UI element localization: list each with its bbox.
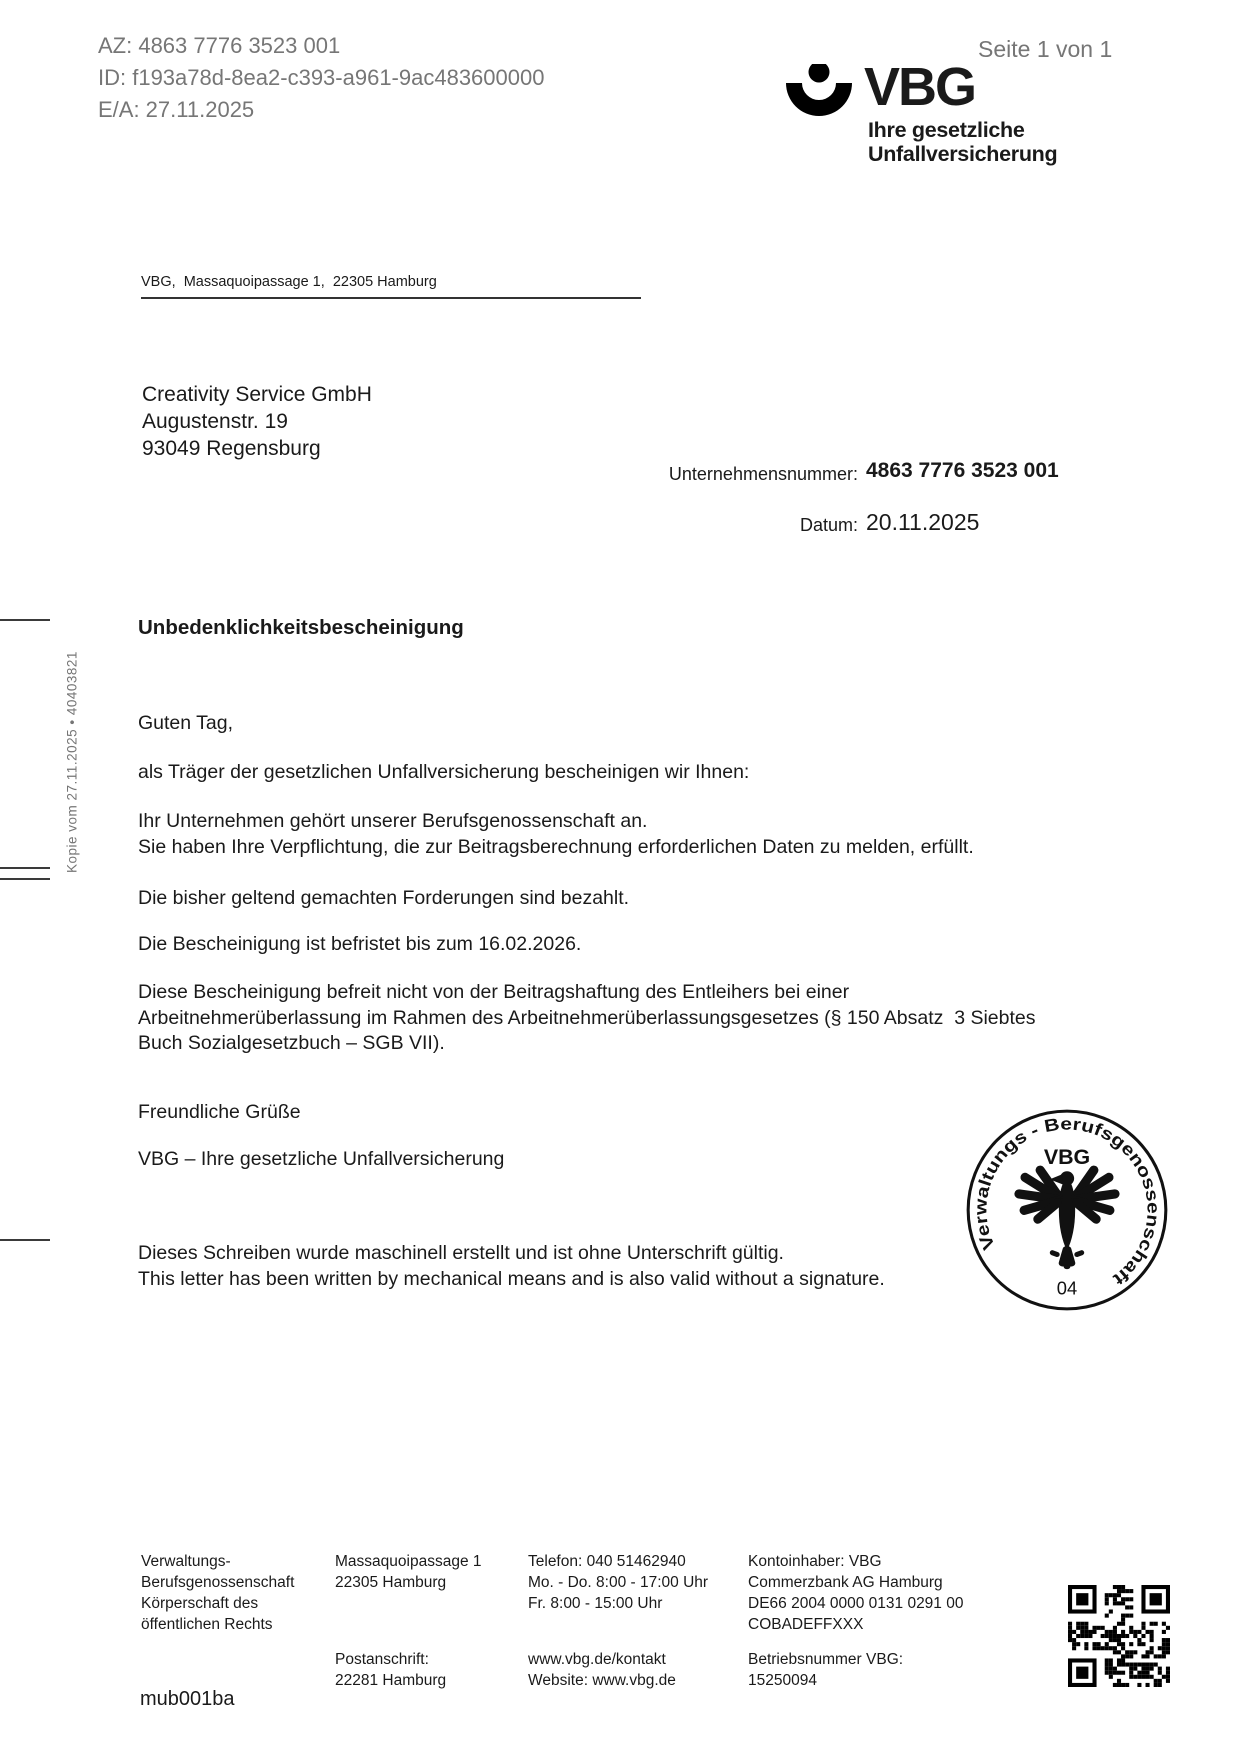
machine-note-line: This letter has been written by mechanical means and is also valid without a signature. — [138, 1267, 885, 1290]
footer-line: www.vbg.de/kontakt — [528, 1651, 666, 1668]
closing-line: Freundliche Grüße — [138, 1101, 301, 1123]
paragraph-line: Diese Bescheinigung befreit nicht von der Beitragshaftung des Entleihers bei einer — [138, 981, 850, 1003]
recipient-address-line: 93049 Regensburg — [142, 437, 321, 460]
paragraph-line: Arbeitnehmerüberlassung im Rahmen des Arbeitnehmerüberlassungsgesetzes (§ 150 Absatz 3 Siebtes — [138, 1006, 1036, 1029]
footer-line: Kontoinhaber: VBG — [748, 1553, 882, 1570]
sender-return-line: VBG, Massaquoipassage 1, 22305 Hamburg — [141, 274, 437, 290]
vbg-logo — [784, 57, 1058, 172]
file-reference-line: AZ: 4863 7776 3523 001 — [98, 33, 341, 58]
footer-line: Betriebsnummer VBG: — [748, 1651, 904, 1668]
footer-line: 15250094 — [748, 1672, 817, 1689]
footer-line: öffentlichen Rechts — [141, 1616, 273, 1633]
file-reference-block — [98, 30, 544, 126]
stamp-number: 04 — [1056, 1277, 1078, 1299]
paragraph-validity: Die Bescheinigung ist befristet bis zum 16.02.2026. — [138, 933, 582, 955]
recipient-address-line: Augustenstr. 19 — [142, 410, 288, 433]
subject-line: Unbedenklichkeitsbescheinigung — [138, 616, 464, 639]
punch-mark-lower — [0, 878, 50, 880]
footer-line: 22281 Hamburg — [335, 1672, 447, 1689]
file-reference-line: E/A: 27.11.2025 — [98, 97, 255, 122]
paragraph-line: Buch Sozialgesetzbuch – SGB VII). — [138, 1032, 445, 1054]
company-number-value: 4863 7776 3523 001 — [866, 459, 1059, 482]
footer-company-id-block — [748, 1649, 903, 1691]
footer-line: Telefon: 040 51462940 — [528, 1553, 686, 1570]
fold-mark-bottom — [0, 1239, 50, 1241]
paragraph-liability — [138, 980, 1036, 1057]
document-code: mub001ba — [140, 1688, 235, 1710]
paragraph-line: Sie haben Ihre Verpflichtung, die zur Beitragsberechnung erforderlichen Daten zu melden, erfüllt. — [138, 835, 974, 858]
logo-tagline-line2: Unfallversicherung — [868, 142, 1058, 166]
footer-line: Website: www.vbg.de — [528, 1672, 676, 1689]
footer-line: Verwaltungs- — [141, 1553, 231, 1570]
punch-mark-upper — [0, 867, 50, 869]
date-label: Datum: — [799, 515, 858, 535]
footer-line: Fr. 8:00 - 15:00 Uhr — [528, 1595, 663, 1612]
footer-line: DE66 2004 0000 0131 0291 00 — [748, 1595, 964, 1612]
paragraph-membership — [138, 809, 974, 860]
qr-code — [1068, 1585, 1170, 1687]
footer-line: Berufsgenossenschaft — [141, 1574, 295, 1591]
logo-wordmark: VBG — [864, 57, 976, 117]
federal-eagle-icon — [1014, 1164, 1120, 1269]
machine-note-line: Dieses Schreiben wurde maschinell erstellt und ist ohne Unterschrift gültig. — [138, 1242, 784, 1264]
footer-line: Commerzbank AG Hamburg — [748, 1574, 943, 1591]
greeting-line: Guten Tag, — [138, 712, 234, 734]
recipient-address-line: Creativity Service GmbH — [142, 383, 372, 406]
sender-underline-rule — [141, 297, 641, 299]
logo-tagline-line1: Ihre gesetzliche — [868, 118, 1025, 142]
footer-line: COBADEFFXXX — [748, 1616, 864, 1633]
letter-page: AZ: 4863 7776 3523 001 ID: f193a78d-8ea2-c393-a961-9ac483600000 E/A: 27.11.2025 Seite 1 von 1 VBG Ihre gesetzliche Unfallversicherung VBG, Massaquoipassage 1, 22305 Hamburg Creativity Service GmbH Augustenstr. 19 93049 Regensburg Unternehmensnummer: 4863 7776 3523 001 Datum: 20.11.2025 Unbedenklichkeitsbescheinigung Guten Tag, als Träger der gesetzlichen Unfallversicherung bescheinigen wir Ihnen: Ihr Unternehmen gehört unserer Berufsgenossenschaft an. Sie haben Ihre Verpflichtung, die zur Beitragsberechnung erforderlichen Daten zu melden, erfüllt. Die bisher geltend gemachten Forderungen sind bezahlt. Die Bescheinigung ist befristet bis zum 16.02.2026. Diese Bescheinigung befreit nicht von der Beitragshaftung des Entleihers bei einer Arbeitnehmerüberlassung im Rahmen des Arbeitnehmerüberlassungsgesetzes (§ 150 Absatz 3 Siebtes Buch Sozialgesetzbuch – SGB VII). Freundliche Grüße VBG – Ihre gesetzliche Unfallversicherung Dieses Schreiben wurde maschinell erstellt und ist ohne Unterschrift gültig. This letter has been written by mechanical means and is also valid without a signature. Verwaltungs - Berufsgenossenschaft VBG 04 Kopie vom 27.11.2025 • 40403821 Verwaltungs- Berufsgenossenschaft Körperschaft des öffentlichen Rechts Massaquoipassage 1 22305 Hamburg Postanschrift: 22281 Hamburg Telefon: 040 51462940 Mo. - Do. 8:00 - 17:00 Uhr Fr. 8:00 - 15:00 Uhr www.vbg.de/kontakt Website: www.vbg.de Kontoinhaber: VBG Commerzbank AG Hamburg DE66 2004 0000 0131 0291 00 COBADEFFXXX Betriebsnummer VBG: 15250094 mub001ba — [0, 0, 1241, 1754]
footer-bank-block — [748, 1551, 963, 1635]
page-indicator: Seite 1 von 1 — [978, 36, 1113, 62]
footer-postal-address-block — [335, 1649, 446, 1691]
fold-mark-top — [0, 619, 50, 621]
file-reference-line: ID: f193a78d-8ea2-c393-a961-9ac483600000 — [98, 65, 545, 90]
official-round-stamp — [960, 1103, 1174, 1317]
stamp-org-text: VBG — [1043, 1145, 1091, 1170]
footer-line: 22305 Hamburg — [335, 1574, 447, 1591]
footer-web-block — [528, 1649, 676, 1691]
paragraph-line: Ihr Unternehmen gehört unserer Berufsgenossenschaft an. — [138, 810, 648, 832]
intro-line: als Träger der gesetzlichen Unfallversicherung bescheinigen wir Ihnen: — [138, 761, 750, 783]
footer-line: Massaquoipassage 1 — [335, 1553, 482, 1570]
footer-line: Körperschaft des — [141, 1595, 259, 1612]
recipient-address-block — [142, 381, 372, 462]
footer-line: Mo. - Do. 8:00 - 17:00 Uhr — [528, 1574, 709, 1591]
footer-line: Postanschrift: — [335, 1651, 429, 1668]
footer-phone-block — [528, 1551, 708, 1614]
company-number-label: Unternehmensnummer: — [668, 464, 858, 484]
signature-line: VBG – Ihre gesetzliche Unfallversicherung — [138, 1148, 505, 1170]
date-value: 20.11.2025 — [866, 509, 980, 535]
footer-visit-address-block — [335, 1551, 482, 1593]
machine-note-block — [138, 1241, 885, 1292]
vbg-person-icon — [784, 64, 854, 116]
stamp-ring-text: Verwaltungs - Berufsgenossenschaft — [970, 1113, 1164, 1289]
paragraph-payments: Die bisher geltend gemachten Forderungen sind bezahlt. — [138, 887, 630, 909]
footer-org-block — [141, 1551, 294, 1635]
